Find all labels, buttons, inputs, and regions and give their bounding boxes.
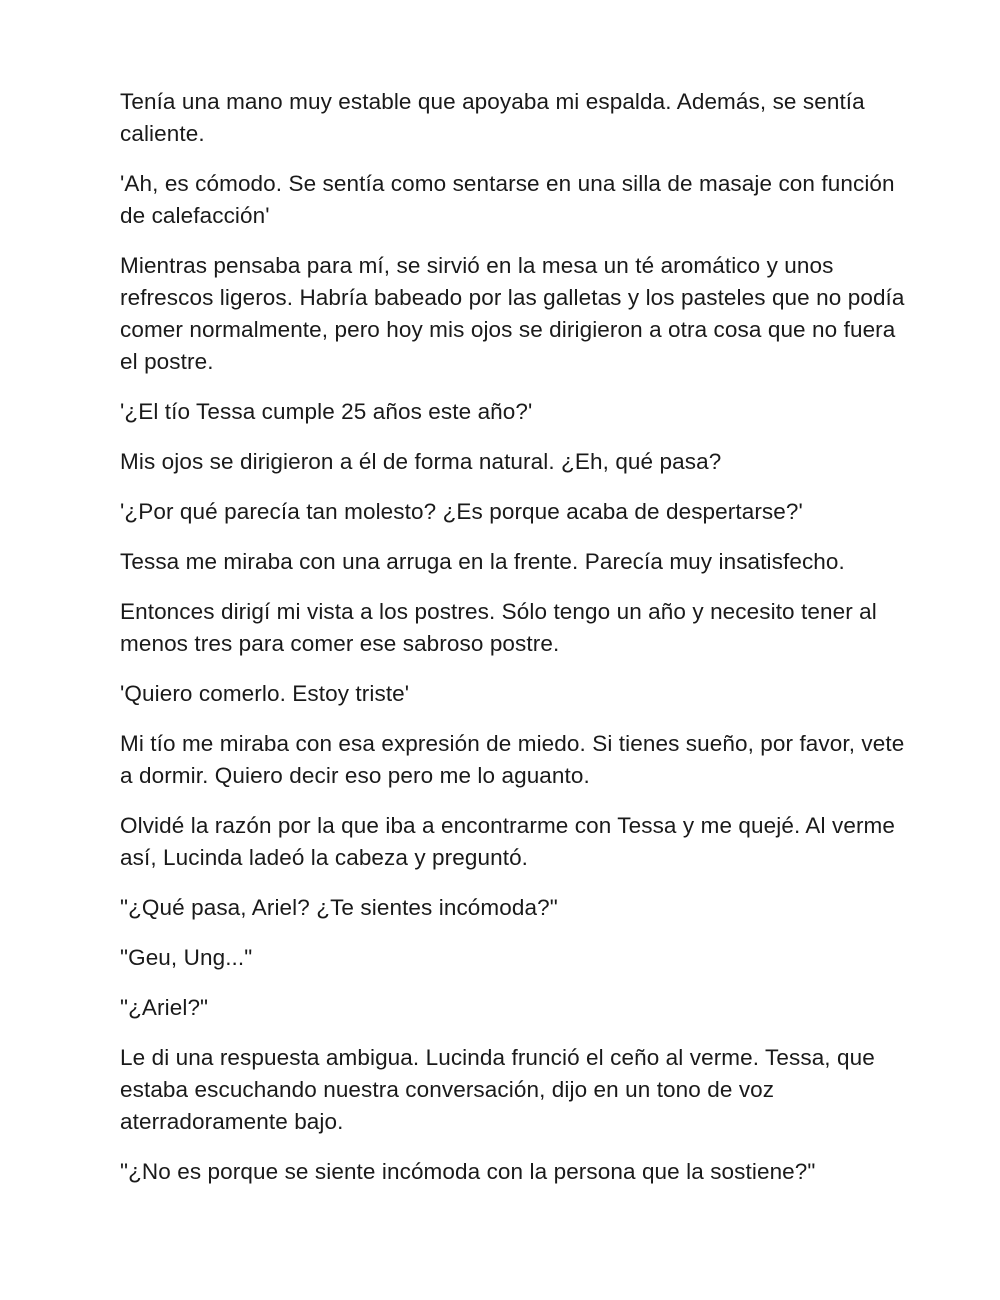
paragraph: Olvidé la razón por la que iba a encontrarme con Tessa y me quejé. Al verme así, Lucinda ladeó la cabeza y preguntó. bbox=[120, 813, 895, 870]
paragraph: Le di una respuesta ambigua. Lucinda frunció el ceño al verme. Tessa, que estaba escuchando nuestra conversación, dijo en un tono de voz aterradoramente bajo. bbox=[120, 1045, 875, 1134]
paragraph: Mi tío me miraba con esa expresión de miedo. Si tienes sueño, por favor, vete a dormir. Quiero decir eso pero me lo aguanto. bbox=[120, 731, 905, 788]
paragraph: '¿Por qué parecía tan molesto? ¿Es porque acaba de despertarse?' bbox=[120, 499, 803, 524]
paragraph: Mientras pensaba para mí, se sirvió en la mesa un té aromático y unos refrescos ligeros. Habría babeado por las galletas y los pasteles que no podía comer normalmente, pero hoy mis ojos se dirigieron a otra cosa que no fuera el postre. bbox=[120, 253, 905, 374]
paragraph: Entonces dirigí mi vista a los postres. Sólo tengo un año y necesito tener al menos tres para comer ese sabroso postre. bbox=[120, 599, 877, 656]
document-page bbox=[120, 86, 910, 1206]
paragraph: 'Quiero comerlo. Estoy triste' bbox=[120, 681, 410, 706]
paragraph: "¿No es porque se siente incómoda con la persona que la sostiene?" bbox=[120, 1159, 816, 1184]
paragraph: "¿Qué pasa, Ariel? ¿Te sientes incómoda?" bbox=[120, 895, 558, 920]
paragraph: "Geu, Ung..." bbox=[120, 945, 253, 970]
paragraph: Mis ojos se dirigieron a él de forma natural. ¿Eh, qué pasa? bbox=[120, 449, 722, 474]
paragraph: Tenía una mano muy estable que apoyaba mi espalda. Además, se sentía caliente. bbox=[120, 89, 865, 146]
paragraph: '¿El tío Tessa cumple 25 años este año?' bbox=[120, 399, 533, 424]
paragraph: Tessa me miraba con una arruga en la frente. Parecía muy insatisfecho. bbox=[120, 549, 845, 574]
paragraph: "¿Ariel?" bbox=[120, 995, 209, 1020]
paragraph: 'Ah, es cómodo. Se sentía como sentarse en una silla de masaje con función de calefacción' bbox=[120, 171, 895, 228]
